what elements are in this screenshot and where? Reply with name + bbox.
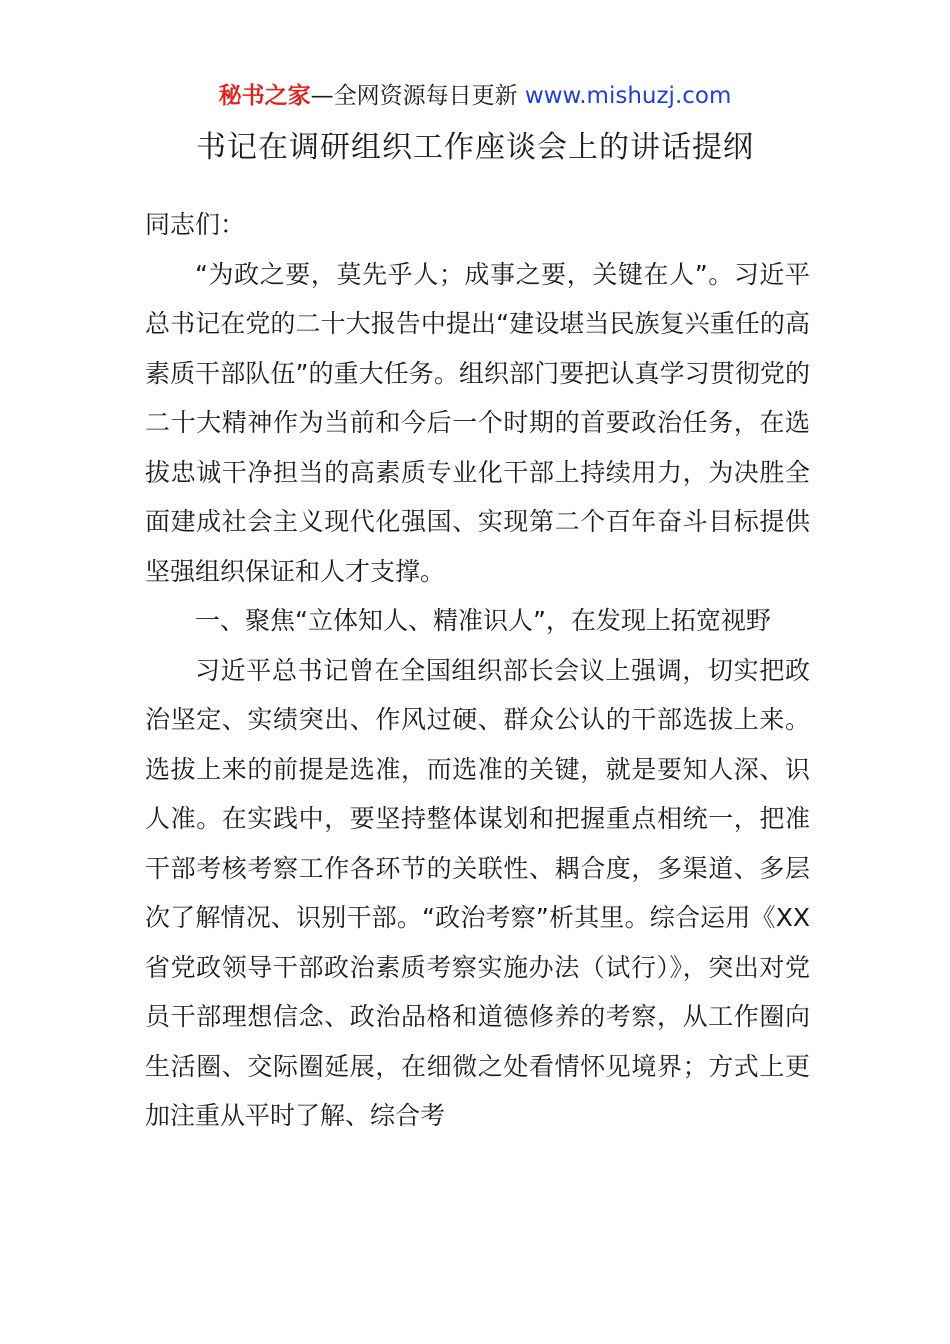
header-tagline: —全网资源每日更新 (310, 83, 525, 109)
document-title: 书记在调研组织工作座谈会上的讲话提纲 (196, 130, 754, 165)
paragraph-section-1: 习近平总书记曾在全国组织部长会议上强调，切实把政治坚定、实绩突出、作风过硬、群众公认的干部选拔上来。选拔上来的前提是选准，而选准的关键，就是要知人深、识人准。在实践中，要坚持整体谋划和把握重点相统一，把准干部考核考察工作各环节的关联性、耦合度，多渠道、多层次了解情况、识别干部。“政治考察”析其里。综合运用《XX省党政领导干部政治素质考察实施办法（试行）》，突出对党员干部理想信念、政治品格和道德修养的考察，从工作圈向生活圈、交际圈延展，在细微之处看情怀见境界；方式上更加注重从平时了解、综合考 (145, 655, 810, 1130)
site-url-link[interactable]: www.mishuzj.com (524, 83, 732, 109)
salutation: 同志们： (145, 210, 246, 239)
paragraph-intro: “为政之要，莫先乎人；成事之要，关键在人”。习近平总书记在党的二十大报告中提出“建设堪当民族复兴重任的高素质干部队伍”的重大任务。组织部门要把认真学习贯彻党的二十大精神作为当前和今后一个时期的首要政治任务，在选拔忠诚干净担当的高素质专业化干部上持续用力，为决胜全面建成社会主义现代化强国、实现第二个百年奋斗目标提供坚强组织保证和人才支撑。 (145, 259, 810, 586)
site-header (0, 80, 950, 112)
document-body (145, 200, 810, 1141)
section-heading-1: 一、聚焦“立体知人、精准识人”，在发现上拓宽视野 (195, 606, 771, 635)
brand-name: 秘书之家 (218, 83, 311, 109)
